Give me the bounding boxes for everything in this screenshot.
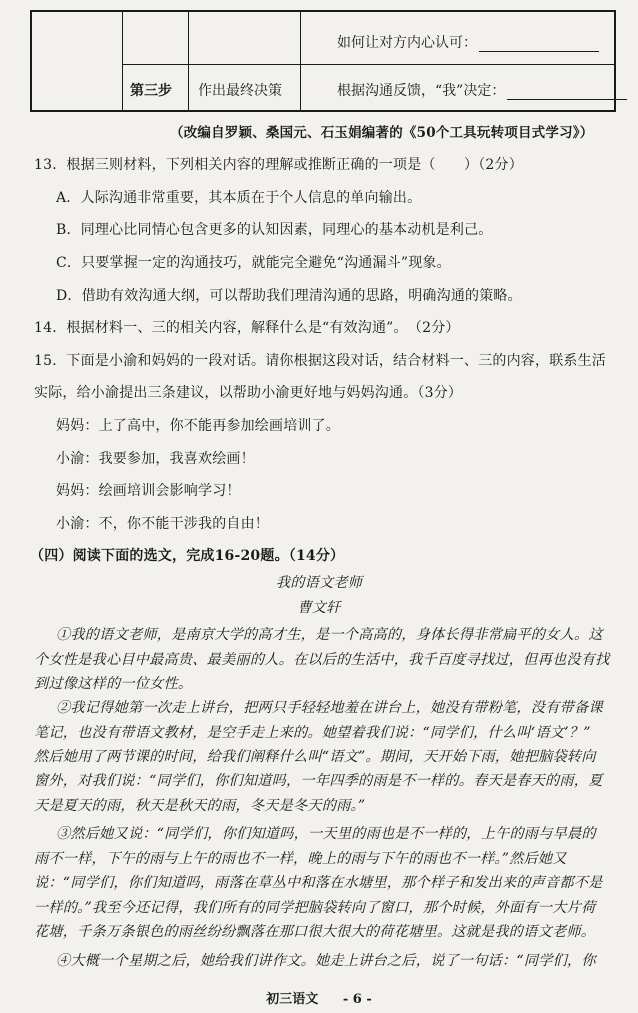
article-line: 一样的。”我至今还记得，我们所有的同学把脑袋转向了窗口，那个时候，外面有一大片荷 xyxy=(34,900,596,916)
q13-option-a: A．人际沟通非常重要，其本质在于个人信息的单向输出。 xyxy=(56,190,422,206)
q13-option-c: C．只要掌握一定的沟通技巧，就能完全避免“沟通漏斗”现象。 xyxy=(56,255,451,271)
dialog-line: 小渝：不，你不能干涉我的自由！ xyxy=(56,516,269,532)
table-cell-row1-right xyxy=(337,32,599,52)
article-line: 到过像这样的一位女性。 xyxy=(34,676,193,692)
dialog-line: 妈妈：上了高中，你不能再参加绘画培训了。 xyxy=(56,418,340,434)
table-cell-row2-right xyxy=(337,80,627,100)
article-line: 窗外，对我们说：“同学们，你们知道吗，一年四季的雨是不一样的。春天是春天的雨，夏 xyxy=(34,773,603,789)
table-col-divider xyxy=(122,12,123,110)
article-line: ④大概一个星期之后，她给我们讲作文。她走上讲台之后，说了一句话：“同学们，你 xyxy=(56,953,596,969)
table-cell-step: 第三步 xyxy=(130,83,172,99)
article-line: 花塘，千条万条银色的雨丝纷纷飘落在那口很大很大的荷花塘里。这就是我的语文老师。 xyxy=(34,924,596,940)
dialog-line: 妈妈：绘画培训会影响学习！ xyxy=(56,483,241,499)
answer-blank xyxy=(507,85,627,100)
answer-blank xyxy=(479,37,599,52)
article-line: ②我记得她第一次走上讲台，把两只手轻轻地羞在讲台上，她没有带粉笔，没有带备课 xyxy=(56,700,603,716)
q15-stem-line2: 实际，给小渝提出三条建议，以帮助小渝更好地与妈妈沟通。（3分） xyxy=(34,385,463,401)
article-line: ①我的语文老师，是南京大学的高才生，是一个高高的，身体长得非常扁平的女人。这 xyxy=(56,627,603,643)
dialog-line: 小渝：我要参加，我喜欢绘画！ xyxy=(56,451,255,467)
q13-option-d: D．借助有效沟通大纲，可以帮助我们理清沟通的思路，明确沟通的策略。 xyxy=(56,288,522,304)
section-heading: （四）阅读下面的选文，完成16-20题。（14分） xyxy=(30,548,345,564)
article-line: 然后她用了两节课的时间，给我们阐释什么叫“语文”。期间，天开始下雨，她把脑袋转向 xyxy=(34,749,596,765)
footer-page-number: - 6 - xyxy=(342,992,372,1007)
article-line: ③然后她又说：“同学们，你们知道吗，一天里的雨也是不一样的，上午的雨与早晨的 xyxy=(56,826,596,842)
article-line: 天是夏天的雨，秋天是秋天的雨，冬天是冬天的雨。” xyxy=(34,798,366,814)
article-line: 个女性是我心目中最高贵、最美丽的人。在以后的生活中，我千百度寻找过，但再也没有找 xyxy=(34,652,610,668)
cell-text: 根据沟通反馈，“我”决定： xyxy=(337,83,506,99)
q14-stem: 14．根据材料一、三的相关内容，解释什么是“有效沟通”。 （2分） xyxy=(34,320,460,336)
q15-stem-line1: 15．下面是小渝和妈妈的一段对话。请你根据这段对话，结合材料一、三的内容，联系生活 xyxy=(34,353,607,369)
page-footer xyxy=(0,988,638,1007)
cell-text: 如何让对方内心认可： xyxy=(337,35,477,51)
article-author: 曹文轩 xyxy=(297,600,341,616)
article-line: 笔记，也没有带语文教材，是空手走上来的。她望着我们说：“同学们，什么叫‘语文’？” xyxy=(34,725,591,741)
q13-stem: 13．根据三则材料，下列相关内容的理解或推断正确的一项是（ ）（2分） xyxy=(34,157,523,173)
article-line: 雨不一样，下午的雨与上午的雨也不一样，晚上的雨与下午的雨也不一样。”然后她又 xyxy=(34,851,567,867)
steps-table xyxy=(30,10,616,112)
table-cell-action: 作出最终决策 xyxy=(198,83,282,99)
table-col-divider xyxy=(188,12,189,110)
table-row-divider xyxy=(122,64,614,65)
footer-subject: 初三语文 xyxy=(266,992,319,1007)
q13-option-b: B．同理心比同情心包含更多的认知因素，同理心的基本动机是利己。 xyxy=(56,222,493,238)
article-title: 我的语文老师 xyxy=(275,575,363,591)
source-citation: （改编自罗颖、桑国元、石玉娟编著的《50个工具玩转项目式学习》） xyxy=(170,125,594,141)
article-line: 说：“同学们，你们知道吗，雨落在草丛中和落在水塘里，那个样子和发出来的声音都不是 xyxy=(34,875,603,891)
table-col-divider xyxy=(300,12,301,110)
